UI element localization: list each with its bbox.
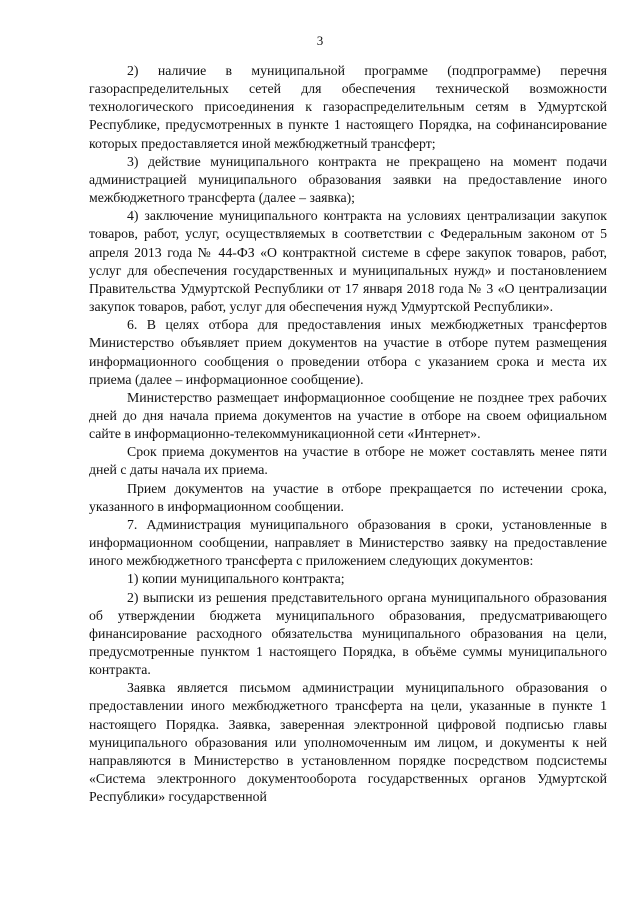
paragraph-item-2-gas-networks: 2) наличие в муниципальной программе (подпрограмме) перечня газораспределительных сетей для обеспечения технической возможности технологического присоединения к газораспределительным сетям в Удмуртской Республике, предусмотренных в пункте 1 настоящего Порядка, на софинансирование которых предоставляется иной межбюджетный трансферт; [89, 63, 607, 151]
paragraph-doc-budget-extract: 2) выписки из решения представительного органа муниципального образования об утверждении бюджета муниципального образования, предусматривающего финансирование расходного обязательства муниципального образования на цели, предусмотренные пунктом 1 настоящего Порядка, в объёме суммы муниципального контракта. [89, 589, 607, 678]
page-number: 3 [316, 33, 324, 48]
paragraph-item-3-contract-valid: 3) действие муниципального контракта не прекращено на момент подачи администрацией муниципального образования заявки на предоставление иного межбюджетного трансферта (далее – заявка); [89, 153, 607, 206]
paragraph-submission-end: Прием документов на участие в отборе прекращается по истечении срока, указанного в информационном сообщении. [89, 480, 607, 514]
paragraph-item-4-centralized-procurement: 4) заключение муниципального контракта на условиях централизации закупок товаров, работ, услуг, осуществляемых в соответствии с Федеральным законом от 5 апреля 2013 года № 44-ФЗ «О контрактной системе в сфере закупок товаров, работ, услуг для обеспечения государственных и муниципальных нужд» и постановлением Правительства Удмуртской Республики от 17 января 2018 года № 3 «О централизации закупок товаров, работ, услуг для обеспечения нужд Удмуртской Республики». [89, 208, 607, 315]
paragraph-section-7: 7. Администрация муниципального образования в сроки, установленные в информационном сообщении, направляет в Министерство заявку на предоставление иного межбюджетного трансферта с приложением следующих документов: [89, 516, 607, 569]
document-body [89, 62, 607, 806]
paragraph-doc-contract-copy: 1) копии муниципального контракта; [127, 571, 345, 587]
paragraph-application-letter: Заявка является письмом администрации муниципального образования о предоставлении иного межбюджетного трансферта на цели, указанные в пункте 1 настоящего Порядка. Заявка, заверенная электронной цифровой подписью главы муниципального образования или уполномоченным им лицом, и документы к ней направляются в Министерство в установленном порядке посредством подсистемы «Система электронного документооборота государственных органов Удмуртской Республики» государственной [89, 680, 607, 805]
paragraph-info-message-timing: Министерство размещает информационное сообщение не позднее трех рабочих дней до дня начала приема документов на участие в отборе на своем официальном сайте в информационно-телекоммуникационной сети «Интернет». [89, 389, 607, 442]
paragraph-section-6: 6. В целях отбора для предоставления иных межбюджетных трансфертов Министерство объявляет прием документов на участие в отборе путем размещения информационного сообщения о проведении отбора с указанием срока и места их приема (далее – информационное сообщение). [89, 317, 607, 387]
paragraph-submission-period: Срок приема документов на участие в отборе не может составлять менее пяти дней с даты начала их приема. [89, 444, 607, 478]
